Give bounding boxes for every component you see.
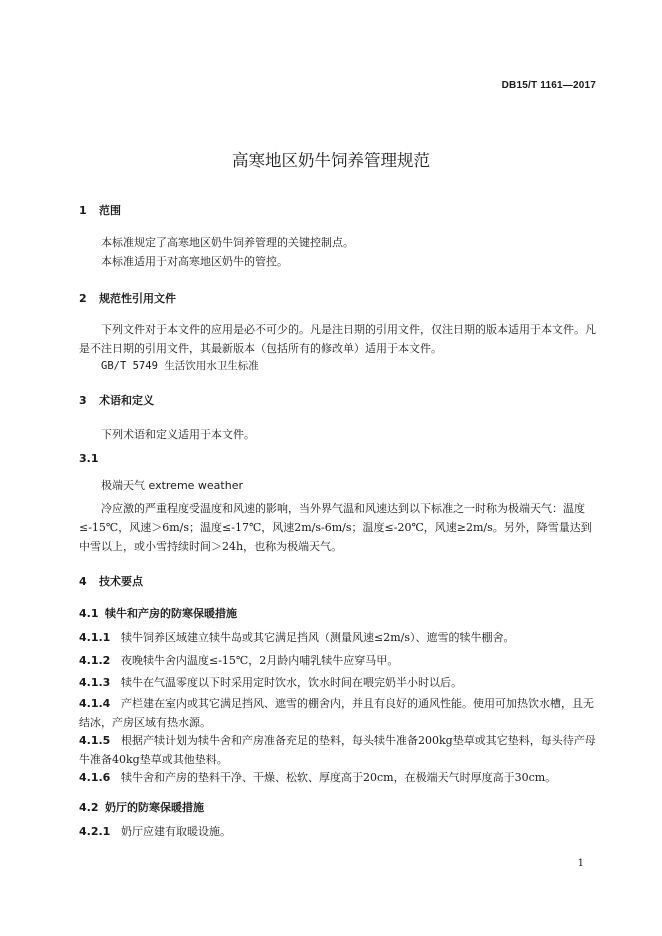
clause-number: 4.1.3: [79, 676, 111, 689]
subsection-4-1-heading: [79, 605, 237, 621]
clause-number: 4.1.4: [79, 697, 111, 710]
clause-text: 犊牛饲养区域建立犊牛岛或其它满足挡风（测量风速≤2m/s）、遮雪的犊牛棚舍。: [121, 631, 515, 644]
subsection-title: 奶厅的防寒保暖措施: [105, 801, 204, 814]
clause-text: 犊牛在气温零度以下时采用定时饮水，饮水时间在喂完奶半小时以后。: [121, 676, 462, 689]
term-definition: 冷应激的严重程度受温度和风速的影响，当外界气温和风速达到以下标准之一时称为极端天气：温度≤-15℃，风速＞6m/s；温度≤-17℃，风速2m/s-6m/s；温度≤-20℃，风速≥2m/s。另外，降雪量达到中雪以上，或小雪持续时间＞24h，也称为极端天气。: [79, 502, 592, 553]
paragraph: 下列术语和定义适用于本文件。: [101, 428, 255, 441]
section-title: 技术要点: [99, 575, 143, 588]
section-title: 术语和定义: [99, 394, 154, 407]
term-entry: 极端天气 extreme weather: [101, 479, 244, 492]
clause-text: 夜晚犊牛舍内温度≤-15℃，2月龄内哺乳犊牛应穿马甲。: [121, 654, 399, 667]
paragraph: 本标准适用于对高寒地区奶牛的管控。: [101, 255, 288, 268]
clause-number: 4.1.5: [79, 734, 111, 747]
clause-4-1-6: [79, 768, 601, 787]
standard-code: DB15/T 1161—2017: [501, 80, 596, 91]
section-4-heading: [79, 573, 143, 589]
term-number: 3.1: [79, 452, 99, 465]
clause-text: 犊牛舍和产房的垫料干净、干燥、松软、厚度高于20cm，在极端天气时厚度高于30cm。: [121, 771, 557, 784]
subsection-number: 4.1: [79, 607, 99, 620]
section-number: 3: [79, 394, 87, 407]
clause-4-1-2: [79, 651, 601, 670]
subsection-title: 犊牛和产房的防寒保暖措施: [105, 607, 237, 620]
clause-number: 4.1.2: [79, 654, 111, 667]
clause-4-1-4: [79, 694, 601, 732]
clause-number: 4.1.1: [79, 631, 111, 644]
section-number: 2: [79, 292, 87, 305]
paragraph: 下列文件对于本文件的应用是必不可少的。凡是注日期的引用文件，仅注日期的版本适用于本文件。凡是不注日期的引用文件，其最新版本（包括所有的修改单）适用于本文件。: [79, 323, 596, 355]
section-title: 范围: [99, 204, 121, 217]
clause-4-1-3: [79, 673, 601, 692]
section-3-heading: [79, 392, 154, 408]
subsection-4-2-heading: [79, 799, 204, 815]
clause-number: 4.1.6: [79, 771, 111, 784]
section-number: 4: [79, 575, 87, 588]
clause-text: 产栏建在室内或其它满足挡风、遮雪的棚舍内，并且有良好的通风性能。使用可加热饮水槽，且无结冰，产房区域有热水源。: [79, 697, 594, 729]
section-number: 1: [79, 204, 87, 217]
paragraph: 本标准规定了高寒地区奶牛饲养管理的关键控制点。: [101, 236, 354, 249]
subsection-number: 4.2: [79, 801, 99, 814]
clause-4-1-1: [79, 628, 601, 647]
reference-item: GB/T 5749 生活饮用水卫生标准: [101, 360, 259, 372]
page-number: 1: [577, 858, 584, 869]
document-title: 高寒地区奶牛饲养管理规范: [232, 151, 430, 170]
clause-text: 奶厅应建有取暖设施。: [121, 825, 231, 838]
section-2-heading: [79, 290, 176, 306]
section-title: 规范性引用文件: [99, 292, 176, 305]
clause-4-2-1: [79, 822, 601, 841]
clause-number: 4.2.1: [79, 825, 111, 838]
clause-text: 根据产犊计划为犊牛舍和产房准备充足的垫料，每头犊牛准备200kg垫草或其它垫料，每头待产母牛准备40kg垫草或其他垫料。: [79, 734, 596, 766]
clause-4-1-5: [79, 731, 601, 769]
section-1-heading: [79, 202, 121, 218]
